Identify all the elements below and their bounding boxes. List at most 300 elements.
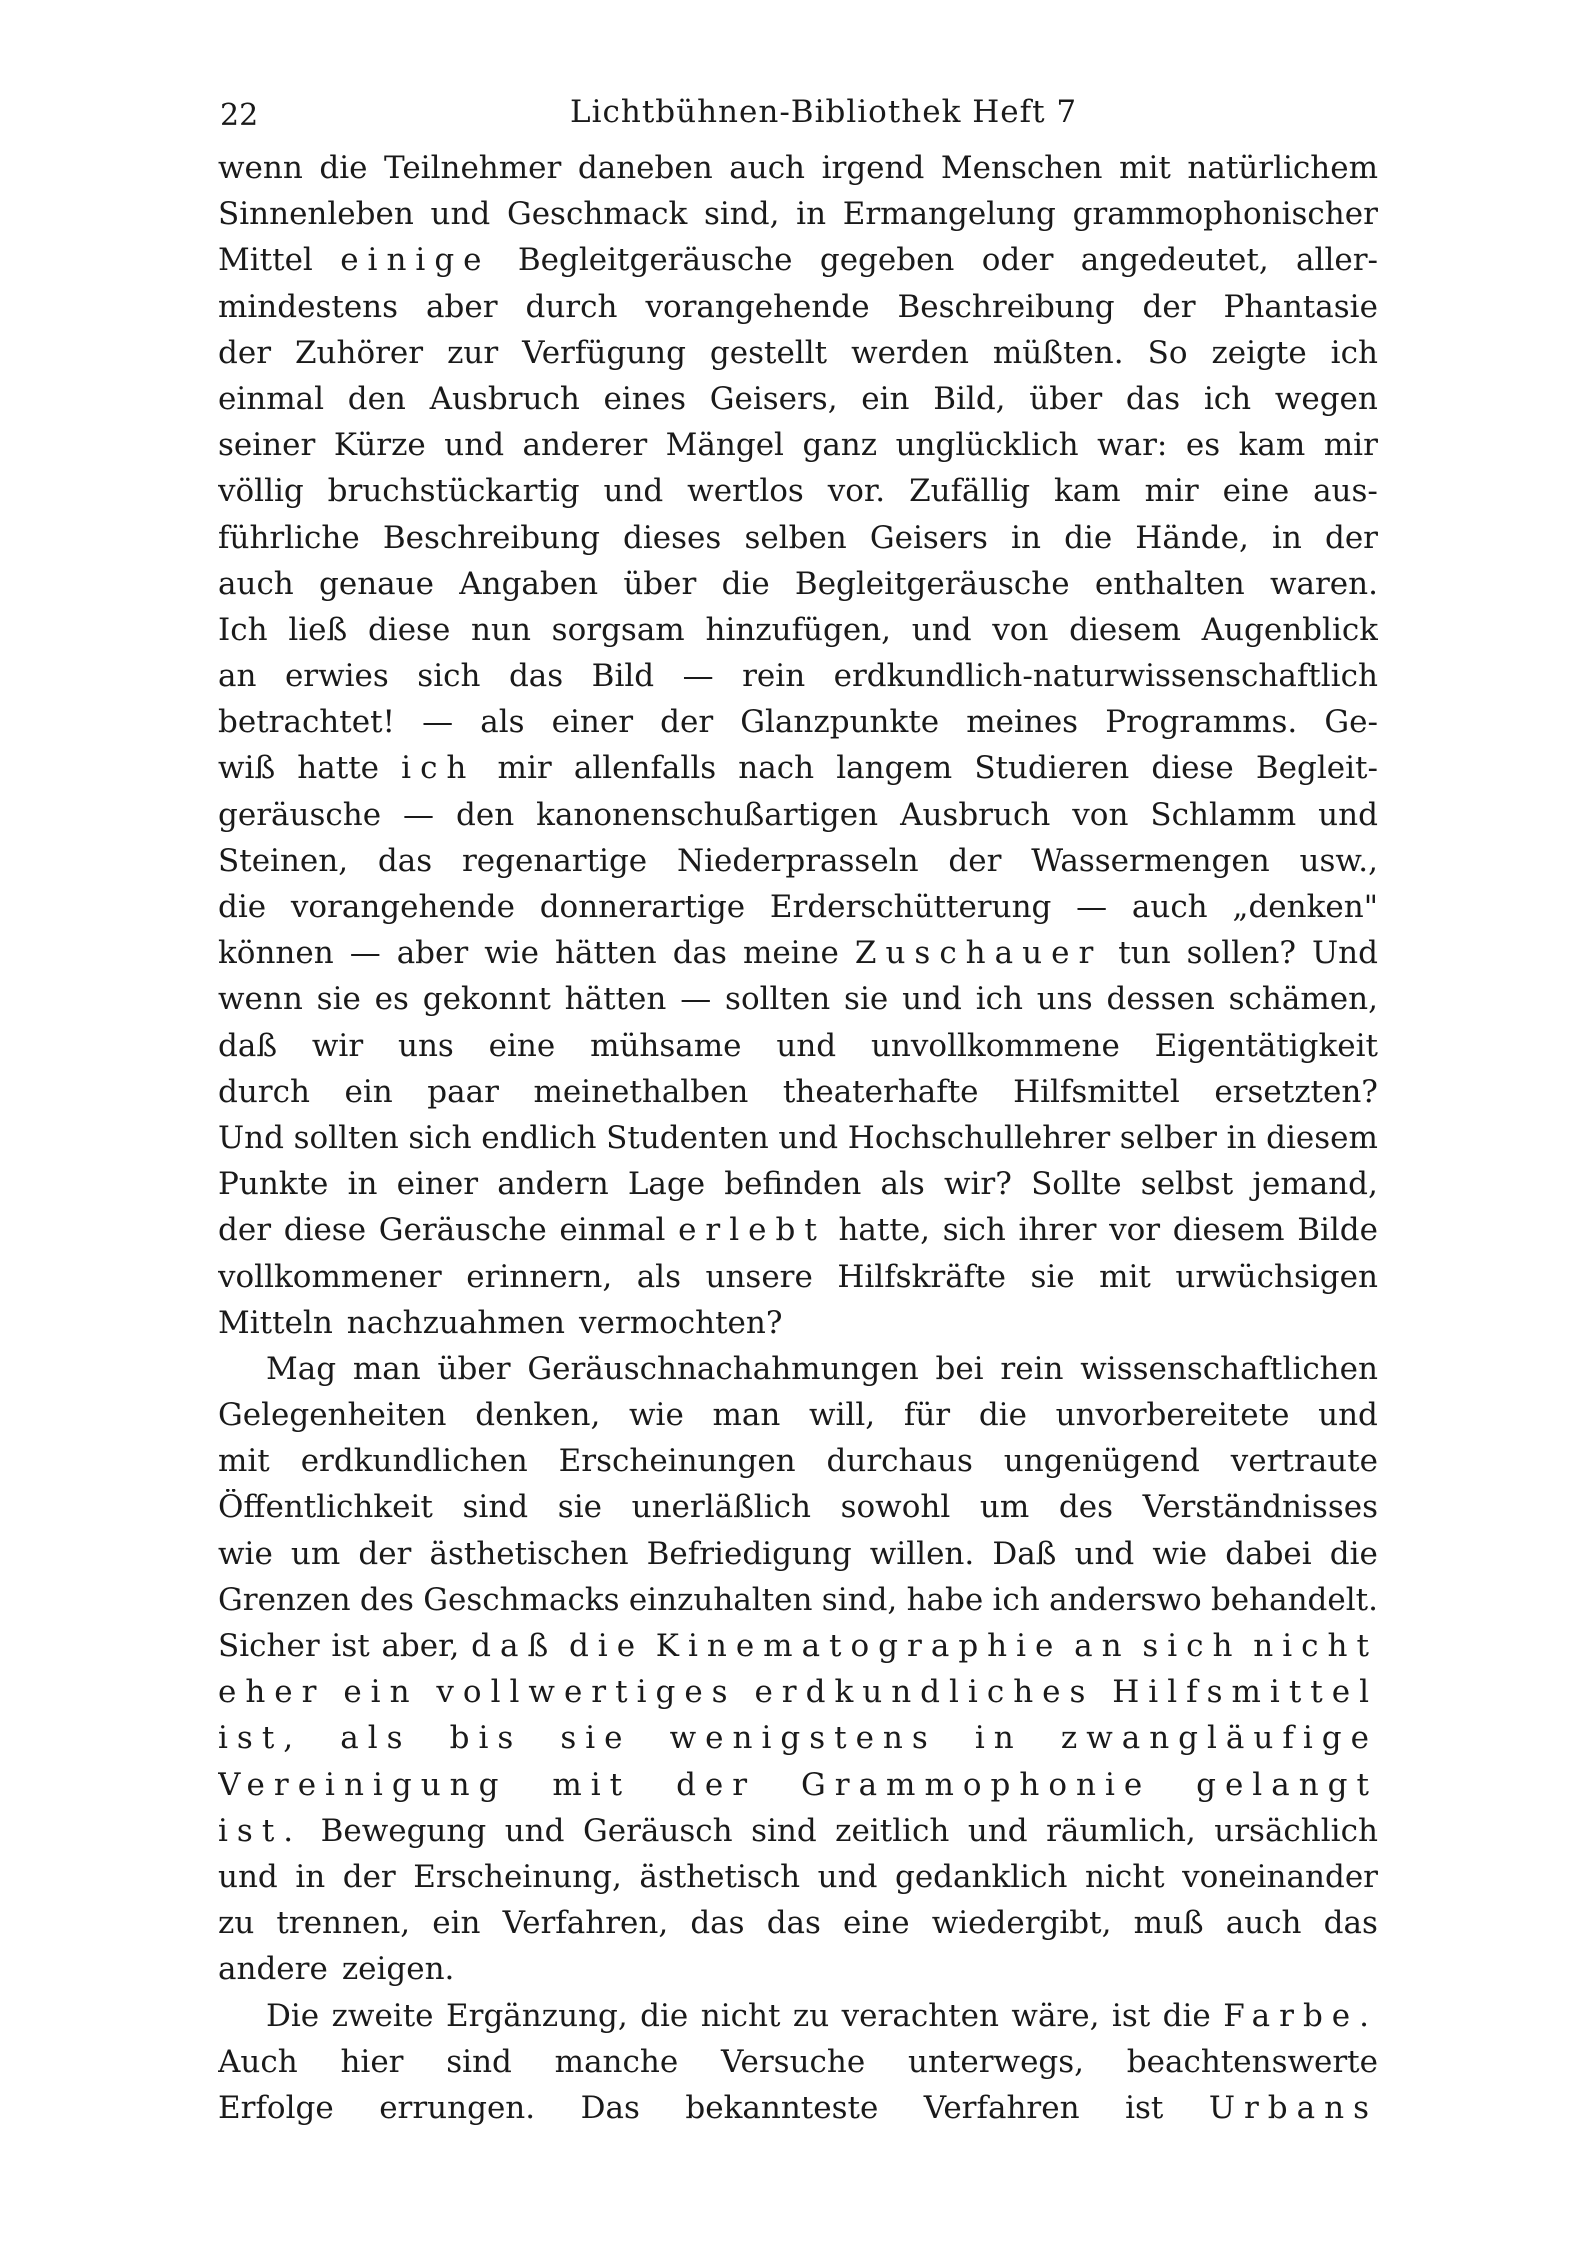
text-line (218, 1351, 1378, 1397)
word: vor (1109, 1212, 1161, 1249)
word: eine (488, 1027, 556, 1064)
word: ästhetisch (639, 1858, 801, 1895)
word: und (504, 1812, 565, 1849)
text-line (218, 520, 1378, 566)
word: muß (1133, 1905, 1204, 1942)
word: unvollkommene (870, 1027, 1120, 1064)
word: und (430, 196, 491, 233)
word: Erderschütterung (769, 889, 1052, 925)
word: eines (603, 380, 686, 417)
word: und (967, 1812, 1028, 1849)
word: zu (792, 1997, 830, 2034)
word: genaue (319, 565, 434, 602)
word: langem (836, 750, 953, 787)
word: jemand, (1252, 1166, 1378, 1203)
word: zeigen. (341, 1951, 455, 1988)
text-line (218, 1305, 1378, 1351)
word: meine (742, 935, 839, 972)
word: der (358, 1535, 412, 1572)
word: unerläßlich (631, 1489, 811, 1526)
word: wenigstens (669, 1720, 937, 1757)
word: und (444, 427, 505, 464)
word: ich (1203, 380, 1252, 417)
word: Steinen, (218, 842, 349, 879)
word: und (776, 1027, 837, 1064)
word: wäre, (1011, 1997, 1100, 2034)
word: die (640, 1997, 689, 2034)
text-line (218, 473, 1378, 519)
word: mit (218, 1443, 270, 1480)
word: führliche (218, 519, 360, 556)
word: aus- (1313, 473, 1378, 510)
word: gegeben (819, 242, 955, 279)
text-line (218, 1443, 1378, 1489)
word: ist (1111, 1997, 1151, 2034)
word: erdkundlichen (300, 1443, 528, 1480)
word: über (1029, 380, 1103, 417)
word: vollkommener (218, 1258, 442, 1295)
word: in (347, 1166, 378, 1203)
word: mit (552, 1766, 632, 1803)
word: vor. (827, 473, 886, 510)
word: andern (497, 1166, 609, 1203)
word: Geisers, (709, 380, 838, 417)
word: zu (218, 1905, 255, 1942)
word: Mitteln (218, 1304, 333, 1341)
word: mit (1099, 1258, 1151, 1295)
page-number: 22 (220, 98, 259, 133)
word: Verfahren, (502, 1905, 669, 1942)
word: Beschreibung (382, 519, 600, 556)
word: Ermangelung (842, 196, 1056, 233)
word: urwüchsigen (1175, 1258, 1378, 1295)
word: mühsame (590, 1027, 742, 1064)
word: Verfügung (522, 334, 686, 371)
word: ihrer (1018, 1212, 1097, 1249)
word: Und (218, 1119, 284, 1156)
word: nicht (700, 1997, 781, 2034)
word: den (456, 796, 515, 833)
word: es (374, 981, 409, 1018)
text-line (218, 196, 1378, 242)
word: diese (1151, 750, 1234, 787)
word: natürlichem (1187, 150, 1378, 186)
word: voneinander (1182, 1858, 1378, 1895)
word: vollwertiges (436, 1674, 737, 1711)
word: Die (266, 1997, 320, 2034)
word: sollten (293, 1119, 399, 1156)
word: geräusche (218, 796, 382, 833)
word: Eigentätigkeit (1154, 1027, 1378, 1064)
word: ist (331, 1628, 370, 1664)
text-line (218, 750, 1378, 796)
paragraph (218, 1351, 1378, 1998)
word: Begleitgeräusche (794, 565, 1070, 602)
text-line (218, 335, 1378, 381)
word: erdkundliches (754, 1674, 1095, 1711)
word: mir (497, 750, 552, 787)
word: unsere (705, 1258, 813, 1295)
word: diese (283, 1212, 367, 1249)
word: dabei (1225, 1535, 1312, 1572)
word: der (660, 704, 714, 741)
word: aber (396, 935, 469, 972)
word: von (1072, 796, 1129, 833)
word: allenfalls (573, 750, 717, 787)
word: verachten (841, 1997, 999, 2034)
word: ersetzten? (1214, 1073, 1378, 1110)
word: in (1226, 1119, 1257, 1156)
page-header (220, 88, 1370, 138)
word: Ergänzung, (446, 1997, 628, 2034)
text-line (218, 1951, 1378, 1997)
word: So (1147, 334, 1188, 371)
word: usw., (1299, 842, 1378, 879)
word: von (992, 611, 1049, 648)
word: meinethalben (533, 1073, 749, 1110)
word: Hilfsmittel (1112, 1674, 1378, 1711)
word: wiß (218, 750, 276, 787)
word: der (218, 1212, 272, 1249)
word: Erfolge (218, 2089, 334, 2126)
text-line (218, 1767, 1378, 1813)
word: durch (525, 288, 618, 325)
word: kanonenschußartigen (536, 796, 879, 833)
text-line (218, 1028, 1378, 1074)
word: betrachtet! (218, 704, 395, 741)
word: uns (1036, 981, 1093, 1018)
word: sich (1142, 1628, 1242, 1664)
word: gestellt (709, 334, 828, 371)
word: ein (344, 1073, 393, 1110)
word: mir (1323, 427, 1378, 464)
word: zeitlich (835, 1812, 950, 1849)
word: erdkundlich-naturwissenschaftlich (833, 658, 1378, 695)
word: in (796, 196, 827, 233)
word: ganz (802, 427, 878, 464)
word: müßten. (992, 334, 1124, 371)
word: ein (343, 1674, 419, 1711)
word: hinzufügen, (705, 611, 892, 648)
word: ich (401, 750, 476, 787)
word: habe (906, 1581, 984, 1618)
word: das (672, 935, 727, 972)
word: erinnern, (466, 1258, 613, 1295)
word: sorgsam (551, 611, 685, 648)
word: hätten (555, 935, 657, 972)
text-line (218, 981, 1378, 1027)
word: manche (554, 2043, 679, 2080)
word: „denken" (1232, 889, 1378, 925)
word: sie (557, 1489, 602, 1526)
text-line (218, 1259, 1378, 1305)
word: wissenschaftlichen (1080, 1350, 1378, 1387)
word: aller- (1296, 242, 1378, 279)
word: Verfahren (923, 2089, 1080, 2126)
word: uns (397, 1027, 454, 1064)
word: Farbe. (1223, 1997, 1378, 2034)
word: der (342, 1858, 396, 1895)
word: sich (408, 1119, 472, 1156)
word: Menschen (940, 150, 1103, 186)
paragraph (218, 1998, 1378, 2137)
word: Geisers (869, 519, 988, 556)
word: die (218, 889, 267, 925)
word: — (422, 704, 454, 741)
word: diesem (1069, 611, 1181, 648)
word: über (623, 565, 697, 602)
word: einer (551, 704, 634, 741)
word: ist, (218, 1720, 303, 1757)
word: wie (1152, 1535, 1208, 1572)
word: anderer (522, 427, 648, 464)
text-line (218, 1674, 1378, 1720)
word: Sicher (218, 1628, 320, 1664)
word: kam (1238, 427, 1306, 464)
word: Bild (591, 658, 655, 695)
word: sollen? (1186, 935, 1296, 972)
word: vorangehende (290, 889, 515, 925)
word: Angaben (459, 565, 599, 602)
word: Geräuschnachahmungen (527, 1350, 919, 1387)
word: Erscheinungen (558, 1443, 796, 1480)
word: auch (218, 565, 294, 602)
word: ließ (288, 611, 348, 648)
word: Mängel (665, 427, 784, 464)
word: man (712, 1397, 781, 1434)
word: denken, (475, 1397, 601, 1434)
word: das (1323, 1905, 1378, 1942)
word: befinden (724, 1166, 862, 1203)
word: sich (942, 1212, 1006, 1249)
text-line (218, 797, 1378, 843)
text-line (218, 1489, 1378, 1535)
word: ein (861, 380, 910, 417)
word: auch (729, 150, 806, 186)
word: bekannteste (685, 2089, 879, 2126)
word: Teilnehmer (384, 150, 562, 186)
word: behandelt. (1210, 1581, 1378, 1618)
word: zweite (331, 1997, 434, 2034)
word: Niederprasseln (676, 842, 919, 879)
word: nach (738, 750, 815, 787)
word: angedeutet, (1080, 242, 1269, 279)
word: daneben (577, 150, 713, 186)
word: sind, (821, 1581, 898, 1618)
word: ist (1125, 2089, 1164, 2126)
word: durchaus (826, 1443, 973, 1480)
word: räumlich, (1046, 1812, 1196, 1849)
word: Ausbruch (429, 380, 580, 417)
word: Phantasie (1223, 288, 1378, 325)
word: selbst (1140, 1166, 1234, 1203)
word: meines (966, 704, 1079, 741)
word: die (1064, 519, 1113, 556)
word: sind (446, 2043, 512, 2080)
word: Zuschauer (854, 935, 1103, 972)
word: Ge- (1324, 704, 1378, 741)
word: Hilfsmittel (1013, 1073, 1180, 1110)
word: Sinnenleben (218, 196, 414, 233)
word: ich (1330, 334, 1378, 371)
word: durch (218, 1073, 310, 1110)
word: die (721, 565, 770, 602)
word: eher (218, 1674, 326, 1711)
word: mir (1144, 473, 1199, 510)
word: wir? (943, 1166, 1012, 1203)
word: wie (629, 1397, 684, 1434)
word: auch (1225, 1905, 1302, 1942)
word: aber (426, 288, 498, 325)
word: Ausbruch (900, 796, 1051, 833)
word: wegen (1274, 380, 1378, 417)
word: und (911, 611, 972, 648)
text-line (218, 427, 1378, 473)
word: — (349, 935, 381, 972)
paragraph (218, 150, 1378, 1351)
word: sie (316, 981, 361, 1018)
word: sich (417, 658, 481, 695)
word: Wassermengen (1031, 842, 1270, 879)
word: — (680, 981, 712, 1018)
word: Bild, (933, 380, 1006, 417)
word: andere (218, 1951, 328, 1988)
text-line (218, 1628, 1378, 1674)
word: Geräusche (378, 1212, 547, 1249)
word: zwangläufige (1060, 1720, 1378, 1757)
word: einer (396, 1166, 479, 1203)
word: völlig (218, 473, 304, 510)
word: eine (843, 1905, 910, 1942)
word: es (1185, 427, 1221, 464)
text-line (218, 1212, 1378, 1258)
word: an (218, 658, 257, 695)
word: die (978, 1397, 1027, 1434)
text-line (218, 289, 1378, 335)
word: um (290, 1535, 341, 1572)
word: erlebt (678, 1212, 826, 1249)
word: der (676, 1766, 757, 1803)
word: dieses (623, 519, 722, 556)
word: können (218, 935, 334, 972)
word: Bilde (1297, 1212, 1378, 1249)
running-title: Lichtbühnen-Bibliothek Heft 7 (570, 94, 1078, 130)
word: ich (992, 1581, 1040, 1618)
text-line (218, 843, 1378, 889)
word: wir (311, 1027, 364, 1064)
text-line (218, 2090, 1378, 2136)
word: trennen, (276, 1905, 411, 1942)
text-line (218, 658, 1378, 704)
word: anderswo (1049, 1581, 1202, 1618)
word: für (903, 1397, 951, 1434)
text-line (218, 1905, 1378, 1951)
word: und (902, 981, 962, 1018)
word: sind, (703, 196, 780, 233)
word: als (880, 1166, 925, 1203)
text-line (218, 242, 1378, 288)
word: Auch (218, 2043, 298, 2080)
word: Befriedigung (646, 1535, 852, 1572)
word: — (682, 658, 714, 695)
word: Geschmack (506, 196, 688, 233)
word: vorangehende (645, 288, 870, 325)
word: Urbans (1208, 2089, 1378, 2126)
word: hatte (297, 750, 380, 787)
word: errungen. (379, 2089, 536, 2126)
text-line (218, 704, 1378, 750)
text-line (218, 2044, 1378, 2090)
word: Studieren (974, 750, 1130, 787)
word: bis (449, 1720, 523, 1757)
word: des (359, 1581, 414, 1618)
word: beachtenswerte (1126, 2043, 1378, 2080)
word: der (1324, 519, 1378, 556)
word: selber (1119, 1119, 1217, 1156)
word: ist. (218, 1812, 303, 1849)
word: werden (851, 334, 969, 371)
word: man (352, 1350, 421, 1387)
word: Verständnisses (1142, 1489, 1378, 1526)
word: mindestens (218, 288, 399, 325)
word: das (690, 1905, 745, 1942)
text-line (218, 1998, 1378, 2044)
word: wenn (218, 150, 303, 186)
word: bruchstückartig (327, 473, 580, 510)
text-line (218, 935, 1378, 981)
word: Begleitgeräusche (517, 242, 793, 279)
word: mit (1119, 150, 1171, 186)
word: und (218, 1858, 278, 1895)
text-line (218, 150, 1378, 196)
word: das (1125, 380, 1181, 417)
word: Hilfskräfte (837, 1258, 1006, 1295)
word: Mittel (218, 242, 313, 279)
text-line (218, 889, 1378, 935)
word: der (948, 842, 1002, 879)
text-line (218, 381, 1378, 427)
word: seiner (218, 427, 316, 464)
word: in (1011, 519, 1041, 556)
word: paar (427, 1073, 499, 1110)
word: das (508, 658, 564, 695)
word: zeigte (1211, 334, 1307, 371)
text-line (218, 566, 1378, 612)
word: rein (1000, 1350, 1064, 1387)
word: Vereinigung (218, 1766, 508, 1803)
word: nicht (1084, 1858, 1165, 1895)
word: einige (340, 242, 491, 279)
word: in (974, 1720, 1023, 1757)
word: Kinematographie (655, 1628, 1063, 1664)
word: Studenten (606, 1119, 769, 1156)
text-line (218, 1536, 1378, 1582)
word: in (1271, 519, 1302, 556)
word: sind (462, 1489, 529, 1526)
word: donnerartige (539, 889, 746, 925)
word: der (1142, 288, 1196, 325)
word: kam (1054, 473, 1121, 510)
word: des (1058, 1489, 1114, 1526)
word: diese (367, 611, 451, 648)
word: um (979, 1489, 1030, 1526)
word: sind (751, 1812, 817, 1849)
word: theaterhafte (782, 1073, 979, 1110)
word: sie (560, 1720, 632, 1757)
word: Das (580, 2089, 640, 2126)
word: — (1076, 889, 1108, 925)
word: aber, (381, 1628, 460, 1664)
